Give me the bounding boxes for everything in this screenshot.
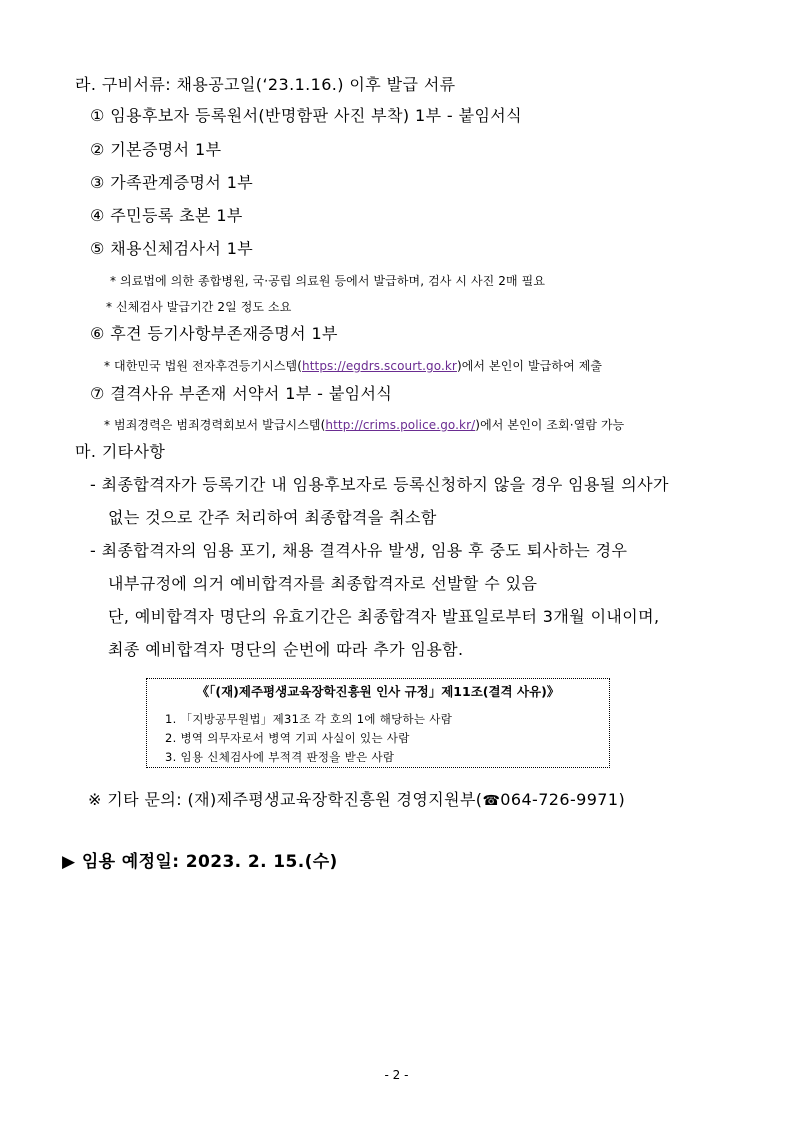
criminal-record-note xyxy=(104,417,624,433)
regulation-item: 1. 「지방공무원법」제31조 각 호의 1에 해당하는 사람 xyxy=(165,712,453,726)
triangle-marker-icon: ▶ xyxy=(62,852,76,872)
document-list-item: ③ 가족관계증명서 1부 xyxy=(90,173,254,192)
regulation-item: 2. 병역 의무자로서 병역 기피 사실이 있는 사람 xyxy=(165,731,410,745)
crims-link[interactable]: http://crims.police.go.kr/ xyxy=(325,418,476,432)
page-number: - 2 - xyxy=(384,1068,409,1082)
contact-line xyxy=(88,789,625,812)
section-ra-heading: 라. 구비서류: 채용공고일(‘23.1.16.) 이후 발급 서류 xyxy=(75,75,456,94)
document-list-item: ① 임용후보자 등록원서(반명함판 사진 부착) 1부 - 붙임서식 xyxy=(90,106,523,125)
contact-text: ※ 기타 문의: (재)제주평생교육장학진흥원 경영지원부( xyxy=(88,790,483,809)
guardianship-note-suffix: )에서 본인이 발급하여 제출 xyxy=(456,359,603,373)
regulation-box xyxy=(146,678,610,768)
health-check-duration-note: * 신체검사 발급기간 2일 정도 소요 xyxy=(106,300,292,314)
document-list-item: ⑥ 후견 등기사항부존재증명서 1부 xyxy=(90,324,338,343)
appointment-date-text: 임용 예정일: 2023. 2. 15.(수) xyxy=(81,852,338,872)
guardianship-note-prefix: * 대한민국 법원 전자후견등기시스템( xyxy=(104,359,303,373)
contact-close-paren: ) xyxy=(618,790,626,809)
document-list-item: ⑦ 결격사유 부존재 서약서 1부 - 붙임서식 xyxy=(90,384,393,403)
paragraph-line: 내부규정에 의거 예비합격자를 최종합격자로 선발할 수 있음 xyxy=(108,574,538,593)
paragraph-line: 최종 예비합격자 명단의 순번에 따라 추가 임용함. xyxy=(108,640,464,659)
criminal-record-note-prefix: * 범죄경력은 범죄경력회보서 발급시스템( xyxy=(104,418,326,432)
egdrs-link[interactable]: https://egdrs.scourt.go.kr xyxy=(302,359,457,373)
section-ma-heading: 마. 기타사항 xyxy=(75,442,166,461)
document-list-item: ② 기본증명서 1부 xyxy=(90,140,222,159)
guardianship-note xyxy=(104,358,602,374)
contact-phone: 064-726-9971 xyxy=(500,790,619,809)
paragraph-line: 단, 예비합격자 명단의 유효기간은 최종합격자 발표일로부터 3개월 이내이며, xyxy=(108,607,660,626)
appointment-date xyxy=(62,851,338,873)
paragraph-line: 없는 것으로 간주 처리하여 최종합격을 취소함 xyxy=(108,508,437,527)
health-check-note: * 의료법에 의한 종합병원, 국·공립 의료원 등에서 발급하며, 검사 시 사진 2매 필요 xyxy=(110,274,546,288)
regulation-box-title: 《「(재)제주평생교육장학진흥원 인사 규정」제11조(결격 사유)》 xyxy=(196,684,560,699)
paragraph-line: - 최종합격자의 임용 포기, 채용 결격사유 발생, 임용 후 중도 퇴사하는 경우 xyxy=(90,541,628,560)
regulation-item: 3. 임용 신체검사에 부적격 판정을 받은 사람 xyxy=(165,750,395,764)
document-list-item: ⑤ 채용신체검사서 1부 xyxy=(90,239,254,258)
criminal-record-note-suffix: )에서 본인이 조회·열람 가능 xyxy=(475,418,625,432)
paragraph-line: - 최종합격자가 등록기간 내 임용후보자로 등록신청하지 않을 경우 임용될 의사가 xyxy=(90,475,669,494)
document-list-item: ④ 주민등록 초본 1부 xyxy=(90,206,243,225)
phone-icon: ☎ xyxy=(482,793,501,809)
